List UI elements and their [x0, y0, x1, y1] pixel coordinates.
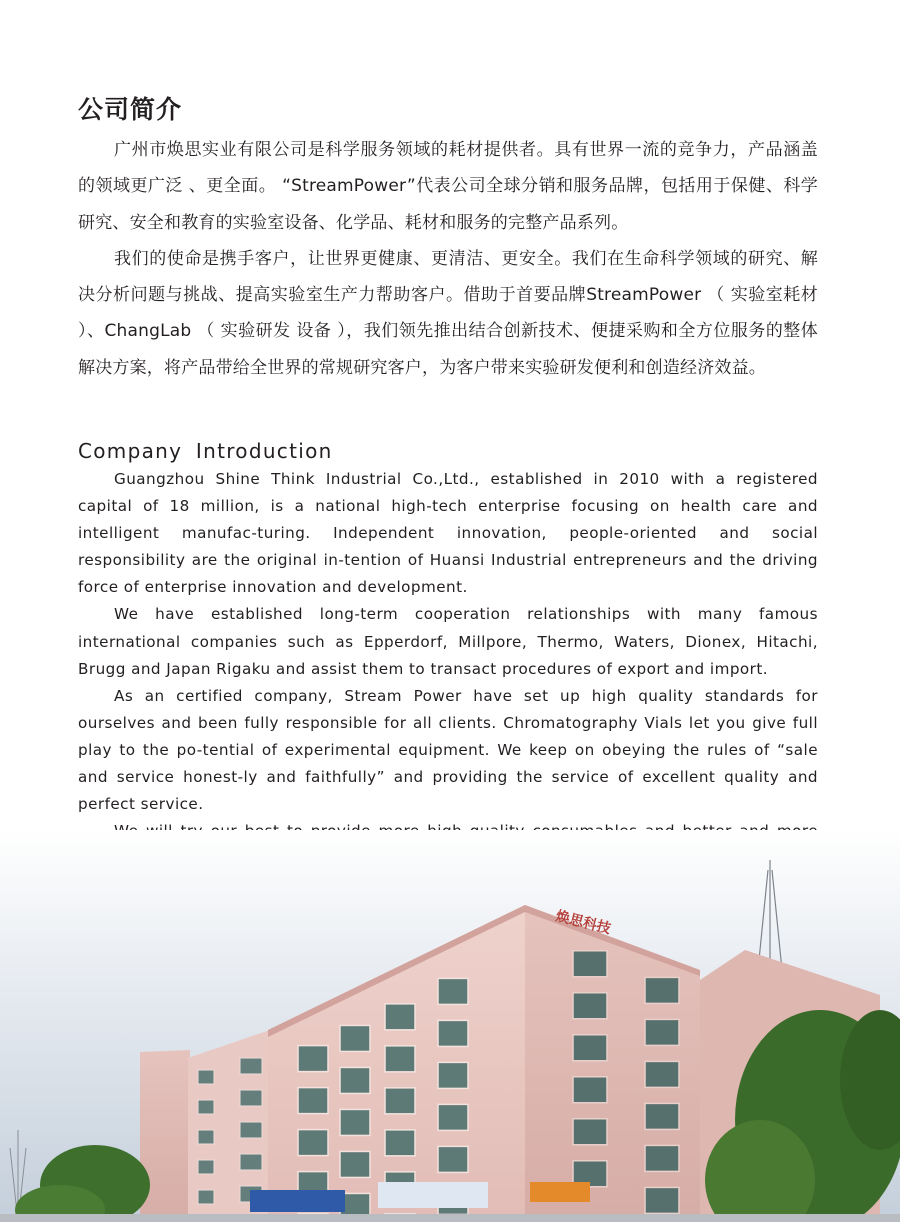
window	[438, 1146, 468, 1172]
window	[298, 1130, 328, 1156]
window	[385, 1088, 415, 1114]
window	[645, 1103, 679, 1129]
window	[573, 1077, 607, 1103]
ground-banner-orange	[530, 1182, 590, 1202]
window	[298, 1046, 328, 1072]
window	[340, 1109, 370, 1135]
en-section-title: Company Introduction	[78, 439, 333, 463]
en-paragraph: As an certified company, Stream Power have set up high quality standards for ourselves and been fully responsible for all clients. Chromatography Vials let you give full play to the po-tential of experimental equipment. We keep on obeying the rules of “sale and service honest-ly and faithfully” and providing the service of excellent quality and perfect service.	[78, 686, 818, 814]
cn-paragraph: 我们的使命是携手客户，让世界更健康、更清洁、更安全。我们在生命科学领域的研究、解决分析问题与挑战、提高实验室生产力帮助客户。借助于首要品牌StreamPower （ 实验室耗材 ）、ChangLab （ 实验研发 设备 ），我们领先推出结合创新技术、便捷采购和全方位服务的整体解决方案，将产品带给全世界的常规研究客户，为客户带来实验研发便利和创造经济效益。	[78, 248, 818, 378]
company-building-photo	[0, 830, 900, 1222]
cn-section-title: 公司简介	[78, 95, 183, 124]
cn-section-body	[78, 132, 818, 386]
ground-banner-blue	[250, 1190, 345, 1212]
ground-banner-white	[378, 1182, 488, 1208]
window	[438, 1104, 468, 1130]
window	[645, 1061, 679, 1087]
window	[240, 1058, 262, 1074]
window	[340, 1067, 370, 1093]
window	[438, 978, 468, 1004]
window	[340, 1025, 370, 1051]
window	[385, 1046, 415, 1072]
window	[645, 1187, 679, 1213]
window	[198, 1070, 214, 1084]
window	[240, 1122, 262, 1138]
window	[645, 977, 679, 1003]
roof-sign: 焕思科技	[554, 908, 613, 938]
window	[385, 1130, 415, 1156]
window	[240, 1154, 262, 1170]
en-section-body	[78, 466, 818, 872]
cn-paragraph: 广州市焕思实业有限公司是科学服务领域的耗材提供者。具有世界一流的竞争力，产品涵盖的领域更广泛 、更全面。 “StreamPower”代表公司全球分销和服务品牌，包括用于保健、科学研究、安全和教育的实验室设备、化学品、耗材和服务的完整产品系列。	[78, 140, 818, 233]
ground	[0, 1214, 900, 1222]
window	[198, 1130, 214, 1144]
window	[438, 1062, 468, 1088]
window	[573, 993, 607, 1019]
window	[340, 1151, 370, 1177]
window	[573, 1035, 607, 1061]
window	[438, 1020, 468, 1046]
window	[198, 1160, 214, 1174]
window	[645, 1145, 679, 1171]
window	[573, 1119, 607, 1145]
window	[573, 951, 607, 977]
window	[198, 1190, 214, 1204]
en-paragraph: Guangzhou Shine Think Industrial Co.,Ltd., established in 2010 with a registered capital of 18 million, is a national high-tech enterprise focusing on health care and intelligent manufac-turing. Independent innovation, people-oriented and social responsibility are the original in-tention of Huansi Industrial entrepreneurs and the driving force of enterprise innovation and development.	[78, 470, 818, 597]
window	[240, 1090, 262, 1106]
en-paragraph: We have established long-term cooperation relationships with many famous international companies such as Epperdorf, Millpore, Thermo, Waters, Dionex, Hitachi, Brugg and Japan Rigaku and assist them to transact procedures of export and import.	[78, 605, 818, 678]
window	[645, 1019, 679, 1045]
window	[298, 1088, 328, 1114]
window	[385, 1004, 415, 1030]
window	[198, 1100, 214, 1114]
